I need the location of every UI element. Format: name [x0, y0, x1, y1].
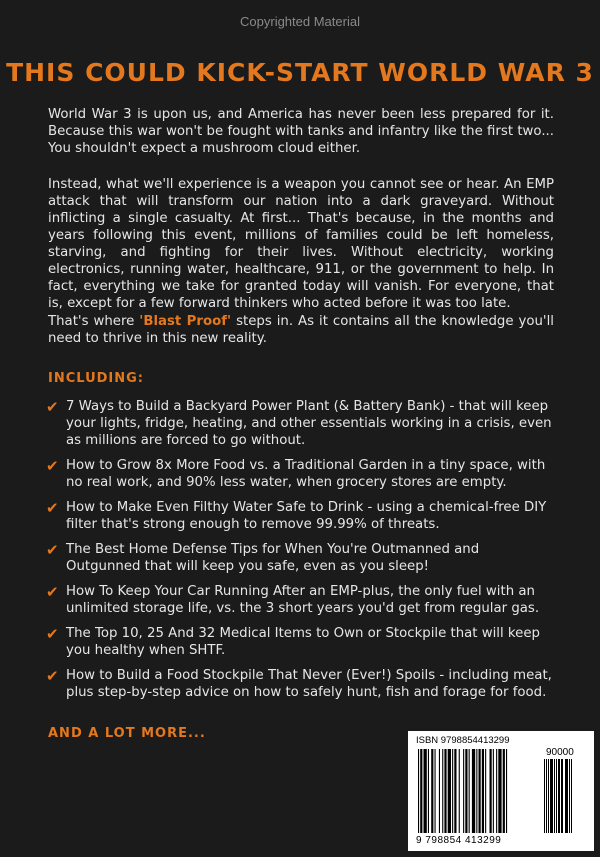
checkmark-icon: ✔ [46, 398, 59, 416]
barcode-bar [439, 749, 440, 833]
barcode-bar [452, 749, 453, 833]
p3-after: steps in. As it contains all the knowledge you'll need to thrive in this new reality. [48, 314, 554, 346]
barcode-bar [506, 749, 507, 833]
list-item [46, 499, 556, 533]
barcode-bar [444, 749, 446, 833]
barcode-bar [418, 749, 419, 833]
barcode-bar [479, 749, 481, 833]
barcode-bar [469, 749, 470, 833]
list-item [46, 667, 556, 701]
barcode-bar [503, 749, 505, 833]
barcode-bar [493, 749, 494, 833]
checkmark-icon: ✔ [46, 583, 59, 601]
more-label: AND A LOT MORE... [48, 726, 206, 741]
headline: THIS COULD KICK-START WORLD WAR 3 [6, 58, 594, 87]
barcode-addon-bar [544, 759, 545, 833]
isbn-barcode [408, 731, 594, 851]
barcode-number: 9 798854 413299 [416, 835, 502, 846]
barcode-addon-bar [571, 759, 572, 833]
barcode-bar [431, 749, 433, 833]
checkmark-icon: ✔ [46, 667, 59, 685]
barcode-addon-bar [548, 759, 549, 833]
barcode-addon-bar [558, 759, 560, 833]
barcode-bar [424, 749, 427, 833]
barcode-bars-icon [416, 749, 586, 837]
intro-paragraph: World War 3 is upon us, and America has never been less prepared for it. Because this war won't be fought with tanks and infantry like the first two... You shouldn't expect a mushroom cloud either. [48, 107, 554, 156]
barcode-bar [476, 749, 477, 833]
barcode-bar [485, 749, 486, 833]
including-label: INCLUDING: [48, 371, 145, 386]
barcode-bar [454, 749, 456, 833]
barcode-bar [498, 749, 501, 833]
barcode-addon-bar [556, 759, 557, 833]
list-item [46, 541, 556, 575]
barcode-bar [420, 749, 422, 833]
barcode-bar [463, 749, 464, 833]
barcode-bar [496, 749, 497, 833]
barcode-addon-bar [546, 759, 547, 833]
list-item-text: 7 Ways to Build a Backyard Power Plant (& Battery Bank) - that will keep your lights, fridge, heating, and other essentials working in a crisis, even as millions are forced to go without. [66, 399, 552, 448]
emp-paragraph: Instead, what we'll experience is a weapon you cannot see or hear. An EMP attack that will transform our nation into a dark graveyard. Without inflicting a single casualty. At first... That's because, in the months and years following this event, millions of families could be left homeless, starving, and fighting for their lives. Without electricity, working electronics, running water, healthcare, 911, or the government to help. In fact, everything we take for granted today will vanish. For everyone, that is, except for a few forward thinkers who acted before it was too late. [48, 177, 554, 311]
barcode-bar [472, 749, 475, 833]
barcode-bar [482, 749, 484, 833]
list-item [46, 625, 556, 659]
barcode-addon-bar [561, 759, 563, 833]
barcode-bar [448, 749, 451, 833]
isbn-label: ISBN 9798854413299 [416, 735, 510, 746]
checkmark-icon: ✔ [46, 541, 59, 559]
barcode-bar [428, 749, 429, 833]
barcode-addon-bar [550, 759, 553, 833]
list-item [46, 398, 556, 449]
price-code: 90000 [546, 747, 574, 758]
checkmark-icon: ✔ [46, 457, 59, 475]
book-title-highlight: 'Blast Proof' [139, 314, 232, 329]
barcode-addon-bar [569, 759, 570, 833]
p3-before: That's where [48, 314, 140, 329]
feature-list [46, 398, 556, 709]
list-item-text: How To Keep Your Car Running After an EMP-plus, the only fuel with an unlimited storage life, vs. the 3 short years you'd get from regular gas. [66, 584, 540, 616]
barcode-bar [465, 749, 467, 833]
list-item-text: How to Make Even Filthy Water Safe to Drink - using a chemical-free DIY filter that's strong enough to remove 99.99% of threats. [66, 500, 547, 532]
list-item [46, 457, 556, 491]
list-item-text: How to Build a Food Stockpile That Never (Ever!) Spoils - including meat, plus step-by-step advice on how to safely hunt, fish and forage for food. [66, 668, 552, 700]
blast-proof-paragraph [48, 313, 554, 347]
barcode-bar [459, 749, 460, 833]
list-item-text: The Best Home Defense Tips for When You're Outmanned and Outgunned that will keep you safe, even as you sleep! [66, 542, 480, 574]
list-item-text: How to Grow 8x More Food vs. a Traditional Garden in a tiny space, with no real work, and 90% less water, when grocery stores are empty. [66, 458, 546, 490]
barcode-addon-bar [554, 759, 555, 833]
list-item [46, 583, 556, 617]
copyright-watermark: Copyrighted Material [240, 14, 360, 29]
checkmark-icon: ✔ [46, 625, 59, 643]
barcode-bar [435, 749, 436, 833]
list-item-text: The Top 10, 25 And 32 Medical Items to Own or Stockpile that will keep you healthy when SHTF. [66, 626, 540, 658]
barcode-addon-bar [565, 759, 568, 833]
checkmark-icon: ✔ [46, 499, 59, 517]
barcode-bar [490, 749, 492, 833]
barcode-bar [442, 749, 443, 833]
